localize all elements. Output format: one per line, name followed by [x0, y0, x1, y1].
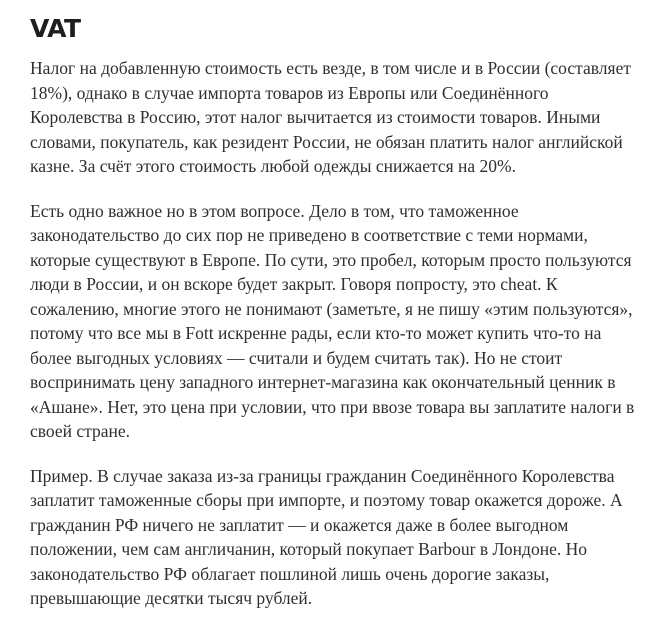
article: [30, 14, 642, 631]
article-paragraph-3: Пример. В случае заказа из-за границы гражданин Соединённого Королевства заплатит таможенные сборы при импорте, и поэтому товар окажется дороже. А гражданин РФ ничего не заплатит — и окажется даже в более выгодном положении, чем сам англичанин, который покупает Barbour в Лондоне. Но законодательство РФ облагает пошлиной лишь очень дорогие заказы, превышающие десятки тысяч рублей.: [30, 465, 623, 608]
article-paragraph-1: Налог на добавленную стоимость есть везде, в том числе и в России (составляет 18%), однако в случае импорта товаров из Европы или Соединённого Королевства в Россию, этот налог вычитается из стоимости товаров. Иными словами, покупатель, как резидент России, не обязан платить налог английской казне. За счёт этого стоимость любой одежды снижается на 20%.: [30, 58, 631, 176]
article-paragraph-2: Есть одно важное но в этом вопросе. Дело в том, что таможенное законодательство до сих пор не приведено в соответствие с теми нормами, которые существуют в Европе. По сути, это пробел, которым просто пользуются люди в России, и он вскоре будет закрыт. Говоря попросту, это cheat. К сожалению, многие этого не понимают (заметьте, я не пишу «этим пользуются», потому что все мы в Fott искренне рады, если кто-то может купить что-то на более выгодных условиях — считали и будем считать так). Но не стоит воспринимать цену западного интернет-магазина как окончательный ценник в «Ашане». Нет, это цена при условии, что при ввозе товара вы заплатите налоги в своей стране.: [30, 200, 635, 441]
article-heading: VAT: [30, 14, 81, 43]
